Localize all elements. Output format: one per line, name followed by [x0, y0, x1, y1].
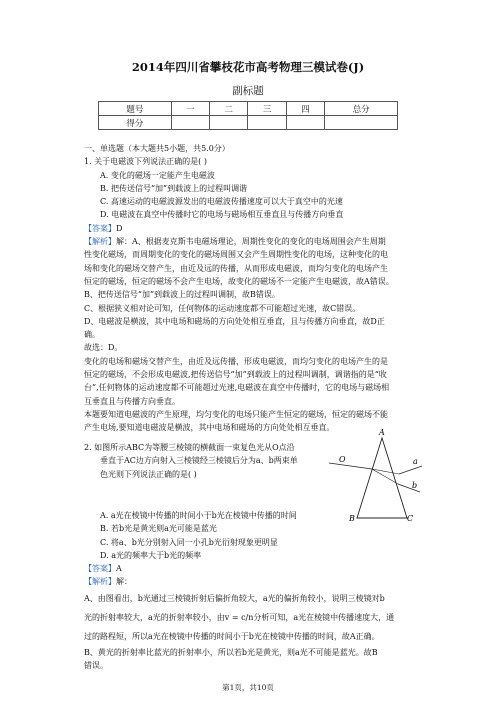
table-header-cell: 二	[210, 102, 248, 116]
answer-label: 【答案】	[84, 564, 116, 574]
analysis-line	[84, 575, 414, 588]
table-cell	[171, 116, 209, 130]
label-a-vertex: A	[379, 428, 385, 437]
label-c-vertex: C	[407, 514, 414, 523]
score-table	[98, 101, 398, 130]
analysis-text: 互垂直且与传播方向垂直。	[84, 396, 180, 406]
option-b: B. 若b光是黄光则a光可能是蓝光	[100, 524, 217, 534]
table-header-cell: 三	[248, 102, 286, 116]
label-a-ray: a	[413, 457, 418, 466]
analysis-text: B、把传送信号“加”到载波上的过程叫调制，故B错误。	[84, 290, 280, 300]
table-header-cell: 一	[171, 102, 209, 116]
option-a: A. a光在棱镜中传播的时间小于b光在棱镜中传播的时间	[100, 511, 297, 520]
analysis-head: 解：	[116, 577, 132, 587]
analysis-text: 错误。	[84, 661, 108, 671]
question-2-stem: 2. 如图所示ABC为等腰三棱镜的横截面一束复色光从O点沿	[84, 443, 295, 452]
page-footer: 第1页，共10页	[222, 683, 274, 692]
option-c: C. 高速运动的电磁波源发出的电磁波传播速度可以大于真空中的光速	[100, 197, 343, 207]
answer-value: A	[116, 564, 122, 574]
label-b-vertex: B	[349, 514, 355, 523]
analysis-text: 本题要知道电磁波的产生原理，均匀变化的电场只能产生恒定的磁场，恒定的磁场不能	[84, 409, 388, 419]
analysis-label: 【解析】	[84, 237, 116, 247]
analysis-text: 台”,任何物体的运动速度都不可能超过光速,电磁波在真空中传播时，它的电场与磁场相	[84, 383, 390, 393]
option-b: B. 把传送信号“加”到载波上的过程叫调谐	[100, 183, 248, 193]
analysis-text: A、由图看出，b光通过三棱镜折射后偏折角较大，a光的偏折角较小，说明三棱镜对b	[84, 593, 385, 603]
section-heading: 一、单选题（本大题共5小题，共5.0分）	[84, 144, 230, 153]
table-row-label: 得分	[99, 116, 172, 130]
analysis-text: 产生电场,要知道电磁波是横波，其中电场和磁场的方向处处相互垂直。	[84, 423, 335, 433]
question-1-stem: 1. 关于电磁波下列说法正确的是( )	[84, 157, 207, 167]
analysis-line	[84, 235, 414, 248]
table-row	[99, 102, 398, 116]
question-1-block	[84, 142, 414, 435]
page-title: 2014年四川省攀枝花市高考物理三模试卷(J)	[131, 60, 365, 74]
table-header-cell: 题号	[99, 102, 172, 116]
analysis-text: 确。	[84, 330, 100, 340]
label-b-ray: b	[412, 481, 418, 490]
table-cell	[325, 116, 398, 130]
analysis-label: 【解析】	[84, 577, 116, 587]
answer-label: 【答案】	[84, 223, 116, 233]
table-cell	[210, 116, 248, 130]
table-cell	[248, 116, 286, 130]
question-2-stem: 垂直于AC边方向射入三棱镜经三棱镜后分为a、b两束单	[100, 456, 298, 466]
analysis-text: 光的折射率较大，a光的折射率较小，由v = c/n分析可知，a光在棱镜中传播速度大，通	[84, 612, 395, 622]
page-subtitle: 副标题	[232, 85, 264, 97]
option-d: D. 电磁波在真空中传播时它的电场与磁场相互垂直且与传播方向垂直	[100, 210, 344, 220]
analysis-text: 故选：D。	[84, 343, 123, 353]
option-a: A. 变化的磁场一定能产生电磁波	[100, 170, 215, 180]
table-row	[99, 116, 398, 130]
answer-line	[84, 222, 414, 235]
answer-line	[84, 562, 414, 575]
table-header-cell: 总分	[325, 102, 398, 116]
question-2-stem: 色光则下列说法正确的是( )	[100, 469, 197, 479]
analysis-text: 变化的电场和磁场交替产生，由近及远传播，形成电磁波，而均匀变化的电场产生的是	[84, 356, 388, 366]
answer-value: D	[116, 223, 123, 233]
analysis-text: 过的路程短，所以a光在棱镜中传播的时间小于b光在棱镜中传播的时间，故A正确。	[84, 631, 380, 641]
analysis-text: 解：A、根据麦克斯韦电磁场理论，周期性变化的变化的电场周围会产生周期	[116, 237, 386, 247]
analysis-text: 场和变化的磁场交替产生，由近及远的传播，从而形成电磁波，而均匀变化的电场产生	[84, 263, 388, 273]
analysis-text: B、黄光的折射率比蓝光的折射率小，所以若b光是黄光，则a光不可能是蓝光。故B	[84, 647, 378, 657]
table-header-cell: 四	[286, 102, 324, 116]
analysis-text: C、根据狭义相对论可知，任何物体的运动速度都不可能超过光速，故C错误。	[84, 303, 361, 313]
analysis-text: D、电磁波是横波，其中电场和磁场的方向处处相互垂直，且与传播方向垂直，故D正	[84, 316, 385, 326]
label-o-point: O	[339, 455, 346, 464]
analysis-text: 性变化磁场，而周期变化的变化的磁场周围又会产生周期性变化的电场，这种变化的电	[84, 250, 388, 260]
table-cell	[286, 116, 324, 130]
question-2-rest	[84, 509, 414, 672]
option-d: D. a光的频率大于b光的频率	[100, 550, 202, 560]
analysis-text: 恒定的磁场，不会形成电磁波,把传送信号“加”到载波上的过程叫调制，调谐指的是“收	[84, 370, 387, 380]
analysis-text: 恒定的磁场，恒定的磁场不会产生电场，故变化的磁场不一定能产生电磁波，故A错误。	[84, 276, 394, 286]
option-c: C. 将a、b光分别射入同一小孔b光衍射现象更明显	[100, 537, 278, 547]
